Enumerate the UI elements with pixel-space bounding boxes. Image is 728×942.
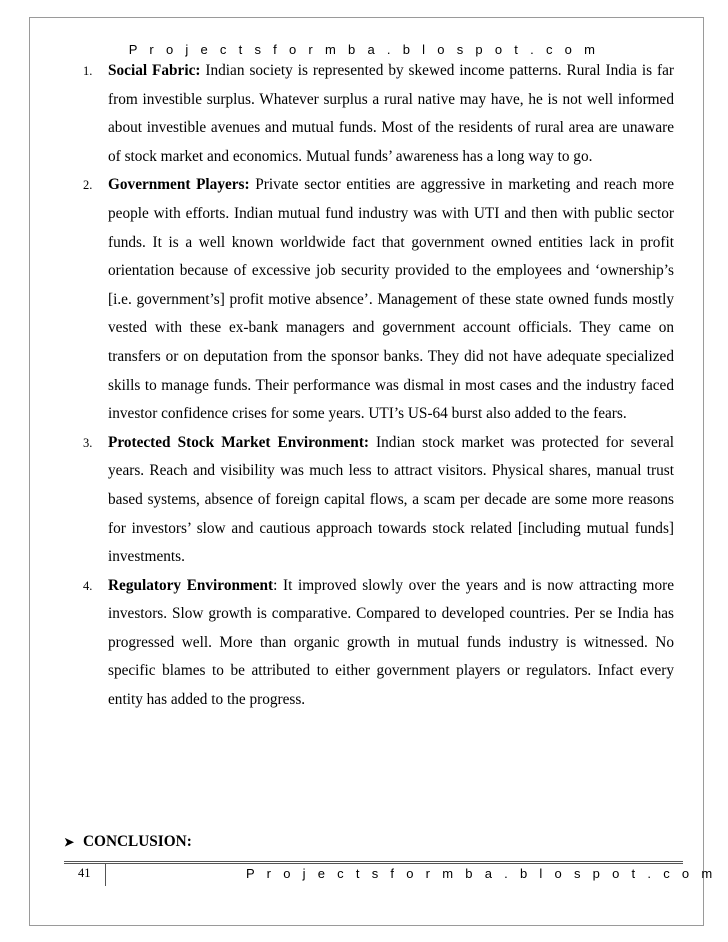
document-body bbox=[62, 57, 674, 715]
list-item-number: 1. bbox=[83, 64, 93, 78]
list-item-text: Private sector entities are aggressive in marketing and reach more people with efforts. Indian mutual fund industry was with UTI and then with public sector funds. It is a well known worldwide fact that government owned entities lack in profit orientation because of excessive job security provided to the employees and ‘ownership’s [i.e. government’s] profit motive absence’. Management of these state owned funds mostly vested with these ex-bank managers and government account officials. They came on transfers or on deputation from the sponsor banks. They did not have adequate specialized skills to manage funds. Their performance was dismal in most cases and the industry faced investor confidence crises for some years. UTI’s US-64 burst also added to the fears. bbox=[108, 176, 674, 423]
list-item-number: 3. bbox=[83, 435, 93, 450]
list-item-text: : It improved slowly over the years and is now attracting more investors. Slow growth is comparative. Compared to developed countries. Per se India has progressed well. More than organic growth in mutual funds industry is witnessed. No specific blames to be attributed to either government players or regulators. Infact every entity has added to the progress. bbox=[108, 576, 674, 709]
list-item-title: Social Fabric: bbox=[108, 62, 201, 79]
list-item-title: Government Players: bbox=[108, 176, 250, 194]
list-item-text: Indian stock market was protected for several years. Reach and visibility was much less to attract visitors. Physical shares, manual trust based systems, absence of foreign capital flows, a scam per decade are some more reasons for investors’ slow and cautious approach towards stock related [including mutual funds] investments. bbox=[108, 433, 674, 566]
list-item-text: Indian society is represented by skewed income patterns. Rural India is far from investible surplus. Whatever surplus a rural native may have, he is not well informed about investible avenues and mutual funds. Most of the residents of rural area are unaware of stock market and economics. Mutual funds’ awareness has a long way to go. bbox=[108, 62, 674, 165]
list-item bbox=[62, 429, 674, 572]
list-item bbox=[62, 171, 674, 428]
list-item-paragraph bbox=[108, 171, 674, 428]
list-item bbox=[62, 57, 674, 171]
footer-rule bbox=[64, 861, 683, 864]
conclusion-heading bbox=[64, 833, 192, 851]
list-item-paragraph bbox=[108, 57, 674, 171]
list-item bbox=[62, 572, 674, 715]
list-item-paragraph bbox=[108, 429, 674, 572]
list-item-title: Protected Stock Market Environment: bbox=[108, 433, 370, 451]
page-footer: P r o j e c t s f o r m b a . b l o s p o t . c o m bbox=[246, 866, 717, 881]
list-item-number: 2. bbox=[83, 178, 93, 193]
list-item-number: 4. bbox=[83, 578, 93, 593]
arrow-bullet-icon: ➤ bbox=[64, 835, 75, 849]
footer-separator bbox=[105, 864, 106, 886]
list-item-paragraph bbox=[108, 572, 674, 715]
conclusion-heading-text: CONCLUSION: bbox=[83, 833, 192, 850]
page-header: P r o j e c t s f o r m b a . b l o s p o t . c o m bbox=[128, 42, 600, 57]
list-item-title: Regulatory Environment bbox=[108, 576, 274, 594]
page-number: 41 bbox=[78, 866, 91, 880]
